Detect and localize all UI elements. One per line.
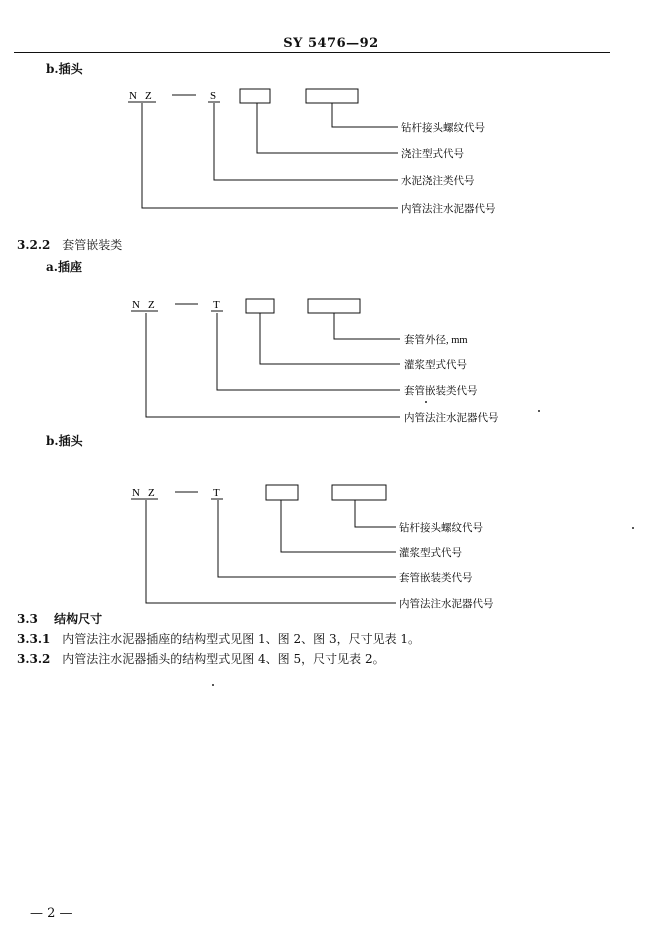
heading-b2-plug: b.插头 xyxy=(46,434,83,448)
label-4: 内管法注水泥器代号 xyxy=(399,599,494,610)
section-33-heading xyxy=(17,610,102,627)
leader-3 xyxy=(218,500,396,577)
heading-b-plug: b.插头 xyxy=(46,62,83,76)
code-letter-n: N xyxy=(132,487,140,499)
label-3: 套管嵌装类代号 xyxy=(399,573,473,584)
code-letter-n: N xyxy=(132,299,140,311)
scan-speck xyxy=(425,401,427,403)
code-letter-z: Z xyxy=(145,90,154,102)
code-letter-type: T xyxy=(213,299,220,311)
document-code: SY 5476—92 xyxy=(283,36,379,51)
label-1: 套管外径, mm xyxy=(404,335,468,346)
label-2: 灌浆型式代号 xyxy=(404,360,467,371)
scan-speck xyxy=(538,410,540,412)
scan-speck xyxy=(632,527,634,529)
code-letter-type: S xyxy=(210,90,217,102)
section-title: 结构尺寸 xyxy=(54,612,103,626)
code-box-2 xyxy=(332,485,386,500)
label-1: 钻杆接头螺纹代号 xyxy=(401,123,485,134)
label-2: 浇注型式代号 xyxy=(401,149,464,160)
code-box-1 xyxy=(266,485,298,500)
code-letter-z: Z xyxy=(148,487,155,499)
paragraph-number: 3.3.2 xyxy=(17,652,51,666)
label-1: 钻杆接头螺纹代号 xyxy=(399,523,483,534)
label-3: 水泥浇注类代号 xyxy=(401,176,475,187)
heading-a-socket: a.插座 xyxy=(46,260,82,274)
paragraph-331 xyxy=(17,630,420,647)
code-letter-type: T xyxy=(213,487,220,499)
paragraph-number: 3.3.1 xyxy=(17,632,51,646)
code-letter-n: N xyxy=(129,90,139,102)
paragraph-332 xyxy=(17,650,385,667)
page-number: — 2 — xyxy=(30,906,73,921)
label-3: 套管嵌装类代号 xyxy=(404,386,478,397)
section-number: 3.3 xyxy=(17,612,38,626)
section-number: 3.2.2 xyxy=(17,238,51,252)
label-4: 内管法注水泥器代号 xyxy=(404,413,499,424)
section-title: 套管嵌装类 xyxy=(62,238,123,252)
code-letter-z: Z xyxy=(148,299,155,311)
scan-speck xyxy=(212,684,214,686)
label-2: 灌浆型式代号 xyxy=(399,548,462,559)
paragraph-text: 内管法注水泥器插头的结构型式见图 4、图 5，尺寸见表 2。 xyxy=(62,652,385,666)
paragraph-text: 内管法注水泥器插座的结构型式见图 1、图 2、图 3，尺寸见表 1。 xyxy=(62,632,421,646)
label-4: 内管法注水泥器代号 xyxy=(401,204,496,215)
leader-2 xyxy=(281,500,396,552)
leader-1 xyxy=(355,500,396,527)
